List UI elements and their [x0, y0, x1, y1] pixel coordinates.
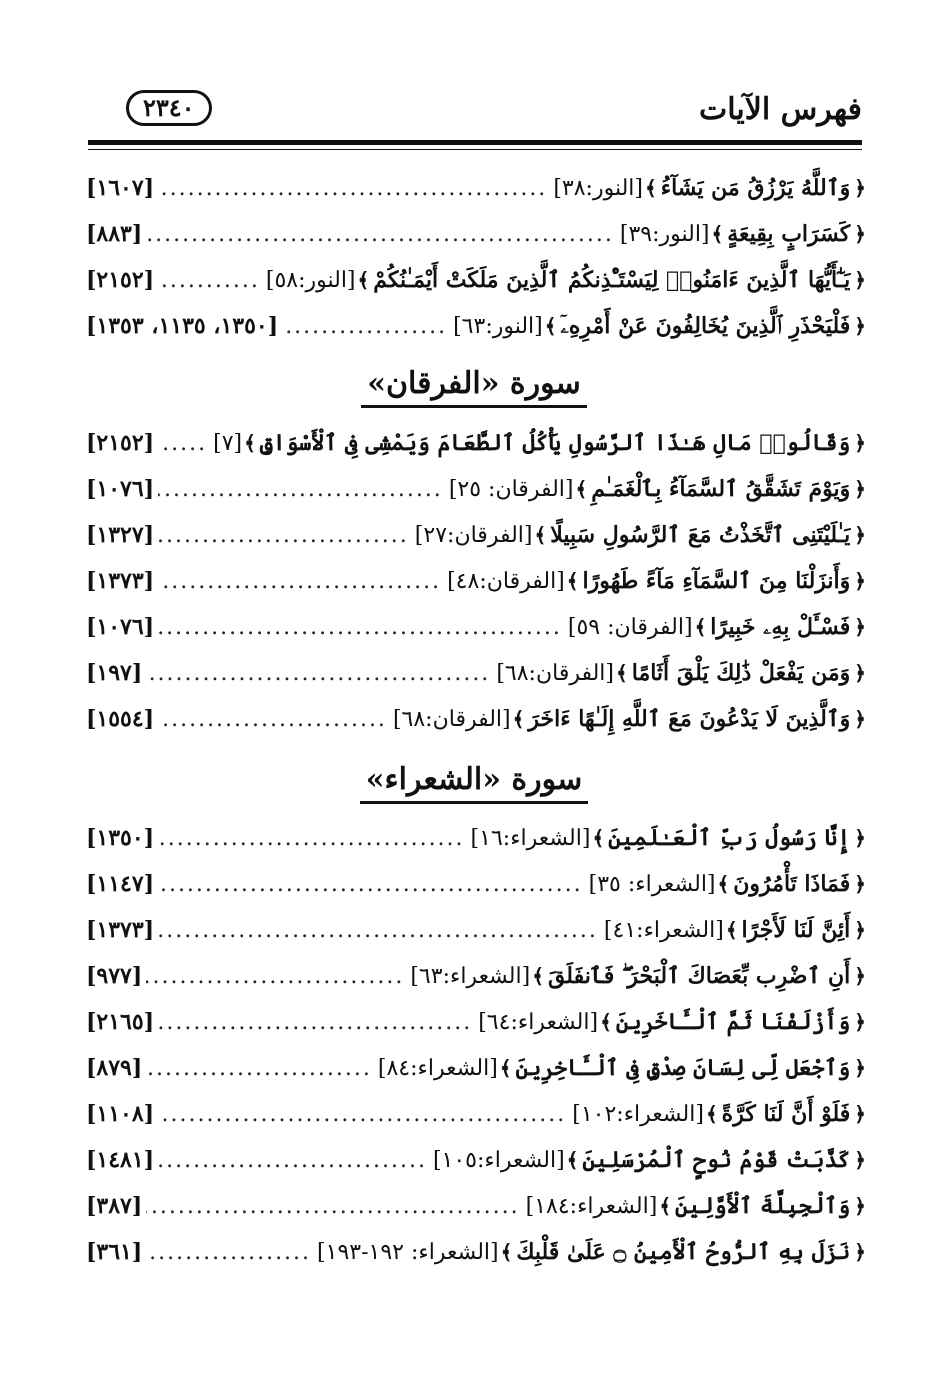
ornament-open: ﴿ [854, 314, 866, 338]
verse-reference: [الشعراء:٤١] [603, 917, 724, 943]
dot-leader [158, 477, 443, 502]
verse-list [86, 165, 866, 349]
verse-entry [86, 1045, 866, 1091]
page-refs: [١١٠٨] [86, 1101, 155, 1127]
dot-leader [158, 176, 547, 201]
ornament-open: ﴿ [854, 615, 866, 639]
verse-text: فَلْيَحْذَرِ ٱلَّذِينَ يُخَالِفُونَ عَنْ أَمْرِهِۦٓ [560, 313, 851, 339]
header-rule-thin [88, 149, 862, 150]
dot-leader [146, 964, 404, 989]
dot-leader [158, 431, 207, 456]
verse-text: فَلَوْ أَنَّ لَنَا كَرَّةً [721, 1101, 851, 1127]
verse-entry [86, 512, 866, 558]
ornament-close: ﴾ [575, 477, 588, 501]
verse-text: وَمَن يَفْعَلْ ذَٰلِكَ يَلْقَ أَثَامًا [631, 660, 851, 686]
verse-entry [86, 257, 866, 303]
page-header [88, 88, 862, 128]
verse-reference: [الفرقان:٦٨] [392, 706, 511, 732]
ornament-open: ﴿ [854, 1102, 866, 1126]
page-refs: [٩٧٧] [86, 963, 143, 989]
dot-leader [146, 1194, 519, 1219]
ornament-close: ﴾ [694, 615, 707, 639]
verse-text: أَئِنَّ لَنَا لَأَجْرًا [741, 917, 851, 943]
ornament-open: ﴿ [854, 1194, 866, 1218]
header-rule [88, 140, 862, 145]
ornament-close: ﴾ [534, 523, 547, 547]
verse-reference: [الشعراء:٨٤] [377, 1055, 498, 1081]
ornament-close: ﴾ [544, 314, 557, 338]
verse-entry [86, 815, 866, 861]
verse-text: يَـٰٓأَيُّهَا ٱلَّذِينَ ءَامَنُوا۟ لِيَسْتَـْٔذِنكُمُ ٱلَّذِينَ مَلَكَتْ أَيْمَـٰنُكُمْ [373, 267, 851, 293]
surah-title: سورة «الفرقان» [361, 366, 587, 408]
dot-leader [146, 1056, 372, 1081]
verse-reference: [الفرقان: ٥٩] [567, 614, 693, 640]
ornament-close: ﴾ [645, 176, 657, 200]
ornament-close: ﴾ [600, 1010, 612, 1034]
page-refs: [٢١٦٥] [86, 1009, 155, 1035]
verse-entry [86, 1183, 866, 1229]
page-refs: [٣٨٧] [86, 1193, 143, 1219]
ornament-close: ﴾ [532, 964, 544, 988]
dot-leader [282, 314, 447, 339]
verse-entry [86, 466, 866, 512]
dot-leader [158, 569, 441, 594]
ornament-close: ﴾ [499, 1056, 512, 1080]
page-refs: [٢١٥٢] [86, 430, 155, 456]
ornament-close: ﴾ [512, 707, 525, 731]
verse-reference: [الشعراء: ٣٥] [588, 871, 716, 897]
verse-text: وَٱلْجِبِلَّةَ ٱلْأَوَّلِينَ [675, 1193, 851, 1219]
verse-text: إِنَّا رَسُولُ رَبِّ ٱلْعَـٰلَمِينَ [608, 825, 851, 851]
ornament-open: ﴿ [854, 872, 866, 896]
verse-entry [86, 1229, 866, 1275]
verse-text: وَيَوْمَ تَشَقَّقُ ٱلسَّمَآءُ بِٱلْغَمَـٰمِ [591, 476, 851, 502]
page-refs: [١٣٥٠، ١١٣٥، ١٣٥٣] [86, 313, 279, 339]
verse-reference: [الشعراء:١٠٥] [432, 1147, 565, 1173]
verse-reference: [الفرقان: ٢٥] [448, 476, 574, 502]
ornament-close: ﴾ [357, 268, 370, 292]
ornament-close: ﴾ [705, 1102, 718, 1126]
verse-entry [86, 165, 866, 211]
page-refs: [٣٦١] [86, 1239, 143, 1265]
ornament-open: ﴿ [854, 661, 866, 685]
dot-leader [146, 661, 490, 686]
page-refs: [١٥٥٤] [86, 706, 155, 732]
dot-leader [158, 1010, 472, 1035]
dot-leader [158, 872, 583, 897]
verse-text: فَمَاذَا تَأْمُرُونَ [733, 871, 851, 897]
verse-reference: [النور:٥٨] [265, 267, 356, 293]
ornament-close: ﴾ [500, 1240, 513, 1264]
verse-text: كَسَرَابٍ بِقِيعَةٍ [727, 221, 851, 247]
page-title: فهرس الآيات [699, 92, 862, 127]
verse-entry [86, 953, 866, 999]
surah-heading [0, 762, 948, 804]
verse-entry [86, 604, 866, 650]
verse-entry [86, 420, 866, 466]
verse-reference: [الشعراء:١٦] [470, 825, 591, 851]
verse-text: وَأَزْلَفْنَا ثَمَّ ٱلْـَٔاخَرِينَ [615, 1009, 851, 1035]
verse-entry [86, 303, 866, 349]
ornament-open: ﴿ [854, 222, 866, 246]
ornament-open: ﴿ [854, 176, 866, 200]
ornament-close: ﴾ [566, 1148, 579, 1172]
verse-reference: [النور:٣٩] [619, 221, 710, 247]
verse-reference: [الفرقان:٤٨] [447, 568, 565, 594]
ornament-close: ﴾ [659, 1194, 672, 1218]
ornament-close: ﴾ [725, 918, 738, 942]
verse-reference: [الشعراء:٦٣] [410, 963, 531, 989]
ornament-open: ﴿ [854, 1010, 866, 1034]
verse-reference: [٧] [213, 430, 243, 456]
verse-reference: [الشعراء:٦٤] [478, 1009, 599, 1035]
verse-entry [86, 1091, 866, 1137]
verse-reference: [النور:٦٣] [453, 313, 543, 339]
ornament-close: ﴾ [711, 222, 724, 246]
ornament-open: ﴿ [854, 431, 866, 455]
verse-text: وَٱلَّذِينَ لَا يَدْعُونَ مَعَ ٱللَّهِ إِلَـٰهًا ءَاخَرَ [528, 706, 851, 732]
page-refs: [١١٤٧] [86, 871, 155, 897]
page-refs: [١٩٧] [86, 660, 143, 686]
ornament-open: ﴿ [854, 707, 866, 731]
page-refs: [٨٨٣] [86, 221, 143, 247]
verse-text: كَذَّبَتْ قَوْمُ نُوحٍ ٱلْمُرْسَلِينَ [582, 1147, 851, 1173]
verse-text: وَٱجْعَل لِّى لِسَانَ صِدْقٍ فِى ٱلْـَٔاخِرِينَ [515, 1055, 851, 1081]
verse-text: وَقَالُوا۟ مَالِ هَـٰذَا ٱلرَّسُولِ يَأْكُلُ ٱلطَّعَامَ وَيَمْشِى فِى ٱلْأَسْوَاقِ [259, 430, 851, 456]
verse-list [86, 815, 866, 1275]
ornament-open: ﴿ [854, 1240, 866, 1264]
page-refs: [١٣٢٧] [86, 522, 155, 548]
verse-reference: [الشعراء:١٨٤] [525, 1193, 658, 1219]
page-number-badge: ٢٣٤٠ [126, 90, 212, 126]
surah-title: سورة «الشعراء» [360, 762, 589, 804]
ornament-close: ﴾ [717, 872, 730, 896]
ornament-open: ﴿ [854, 523, 866, 547]
verse-text: نَزَلَ بِهِ ٱلرُّوحُ ٱلْأَمِينُ ۝ عَلَىٰ قَلْبِكَ [516, 1239, 851, 1265]
ornament-close: ﴾ [244, 431, 256, 455]
ornament-open: ﴿ [854, 477, 866, 501]
verse-reference: [الشعراء:١٠٢] [572, 1101, 704, 1127]
dot-leader [158, 707, 387, 732]
ornament-close: ﴾ [566, 569, 579, 593]
verse-text: يَـٰلَيْتَنِى ٱتَّخَذْتُ مَعَ ٱلرَّسُولِ سَبِيلًا [550, 522, 851, 548]
ornament-open: ﴿ [854, 1056, 866, 1080]
verse-entry [86, 861, 866, 907]
dot-leader [146, 1240, 311, 1265]
page-refs: [١٦٠٧] [86, 175, 155, 201]
ornament-open: ﴿ [854, 964, 866, 988]
ornament-open: ﴿ [854, 918, 866, 942]
page-refs: [١٠٧٦] [86, 614, 155, 640]
page-refs: [١٣٧٣] [86, 917, 155, 943]
verse-list [86, 420, 866, 742]
ornament-open: ﴿ [854, 826, 866, 850]
verse-entry [86, 558, 866, 604]
verse-reference: [الفرقان:٢٧] [414, 522, 533, 548]
ornament-close: ﴾ [616, 661, 628, 685]
page-refs: [١٣٥٠] [86, 825, 155, 851]
verse-entry [86, 1137, 866, 1183]
verse-entry [86, 650, 866, 696]
page-refs: [١٤٨١] [86, 1147, 155, 1173]
verse-entry [86, 907, 866, 953]
ornament-open: ﴿ [854, 1148, 866, 1172]
dot-leader [146, 222, 614, 247]
ornament-open: ﴿ [854, 569, 866, 593]
dot-leader [158, 268, 260, 293]
ornament-close: ﴾ [592, 826, 605, 850]
verse-reference: [الشعراء: ١٩٢-١٩٣] [317, 1239, 499, 1265]
page-refs: [٨٧٩] [86, 1055, 143, 1081]
verse-text: فَسْـَٔلْ بِهِۦ خَبِيرًا [710, 614, 851, 640]
verse-entry [86, 696, 866, 742]
verse-text: وَٱللَّهُ يَرْزُقُ مَن يَشَآءُ [660, 175, 851, 201]
dot-leader [158, 615, 562, 640]
page-refs: [٢١٥٢] [86, 267, 155, 293]
verse-entry [86, 999, 866, 1045]
page-refs: [١٣٧٣] [86, 568, 155, 594]
dot-leader [158, 826, 464, 851]
surah-heading [0, 366, 948, 408]
verse-entry [86, 211, 866, 257]
ornament-open: ﴿ [854, 268, 866, 292]
dot-leader [158, 1102, 566, 1127]
verse-text: أَنِ ٱضْرِب بِّعَصَاكَ ٱلْبَحْرَ ۖ فَٱنفَلَقَ [547, 963, 851, 989]
dot-leader [158, 523, 409, 548]
verse-reference: [النور:٣٨] [553, 175, 643, 201]
dot-leader [158, 918, 598, 943]
verse-text: وَأَنزَلْنَا مِنَ ٱلسَّمَآءِ مَآءً طَهُورًا [582, 568, 851, 594]
dot-leader [158, 1148, 427, 1173]
verse-reference: [الفرقان:٦٨] [496, 660, 615, 686]
page-refs: [١٠٧٦] [86, 476, 155, 502]
